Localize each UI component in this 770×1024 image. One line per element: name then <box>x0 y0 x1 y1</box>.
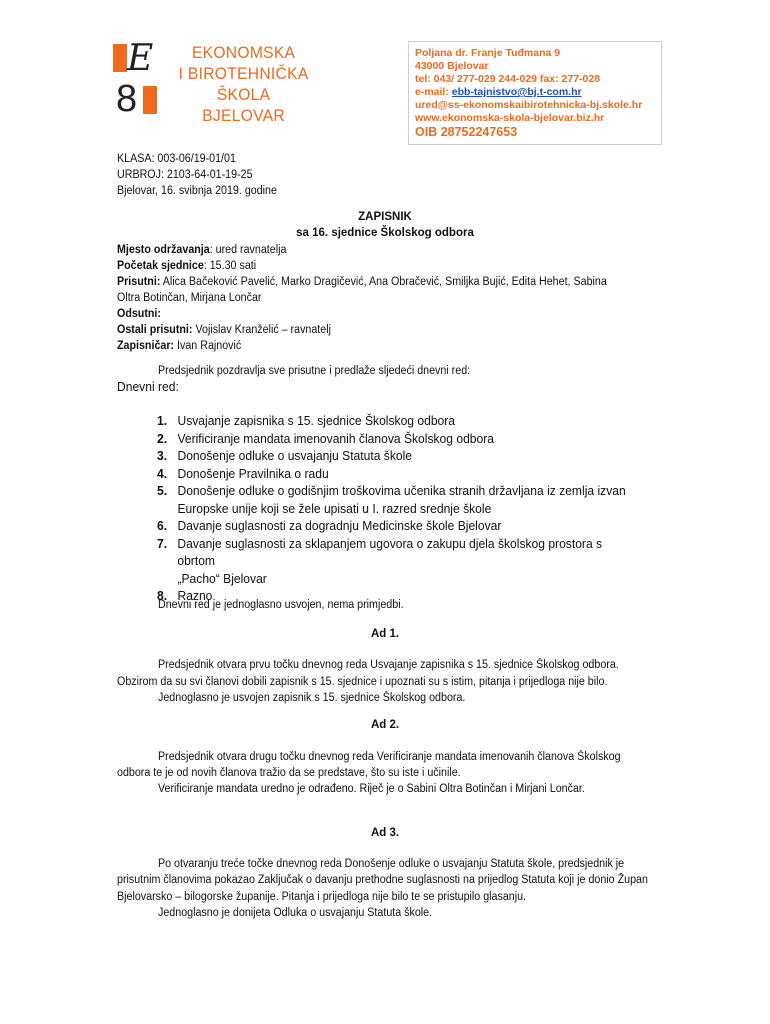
ad3-line: Bjelovarsko – bilogorske županije. Pitanja i prijedloga nije bilo te se pristupilo glasanju. <box>117 891 527 903</box>
logo-line: I BIROTEHNIČKA ŠKOLA <box>178 64 309 104</box>
document-title: ZAPISNIK <box>358 211 412 223</box>
list-item: 2. Verificiranje mandata imenovanih članova Školskog odbora <box>157 430 495 446</box>
contact-address: Poljana dr. Franje Tuđmana 9 <box>415 47 561 59</box>
list-item: 8. Razno <box>157 588 213 603</box>
info-absent: Odsutni: <box>117 308 161 320</box>
ad3-line: prisutnim članovima pokazao Zaključak o davanju prethodne suglasnosti na prijedlog Statuta koji je donio Župan <box>117 874 648 886</box>
list-item: 3. Donošenje odluke o usvajanju Statuta škole <box>157 448 413 463</box>
agenda-label: Dnevni red: <box>117 379 179 394</box>
contact-web: www.ekonomska-skola-bjelovar.biz.hr <box>415 112 605 124</box>
list-item: 7. Davanje suglasnosti za sklapanjem ugovora o zakupu djela školskog prostora s obrtom <box>157 535 603 568</box>
logo-square <box>113 44 127 72</box>
school-name-logo <box>170 42 317 126</box>
ad2-line: odbora te je od novih članova tražio da se predstave, što su iste i učinile. <box>117 767 461 779</box>
document-subtitle: sa 16. sjednice Školskog odbora <box>296 227 474 239</box>
list-item-continuation: Europske unije koji se žele upisati u I. razred srednje škole <box>177 500 492 516</box>
ad1-line: Predsjednik otvara prvu točku dnevnog reda Usvajanje zapisnika s 15. sjednice Školskog odbora. <box>158 659 619 671</box>
contact-email-row <box>415 86 655 99</box>
list-item: 6. Davanje suglasnosti za dogradnju Medicinske škole Bjelovar <box>157 518 502 533</box>
logo-line: BJELOVAR <box>202 106 285 125</box>
contact-email-secondary: ured@ss-ekonomskaibirotehnicka-bj.skole.hr <box>415 99 643 111</box>
list-item-continuation: „Pacho“ Bjelovar <box>177 570 267 586</box>
ad1-line: Obzirom da su svi članovi dobili zapisnik s 15. sjednice i upoznati su s istim, pitanja i prijedloga nije bilo. <box>117 676 608 688</box>
info-location: Mjesto održavanja: ured ravnatelja <box>117 244 287 256</box>
info-recorder: Zapisničar: Ivan Rajnović <box>117 340 242 352</box>
info-start: Početak sjednice: 15.30 sati <box>117 260 257 272</box>
contact-phones: tel: 043/ 277-029 244-029 fax: 277-028 <box>415 73 601 85</box>
contact-email-label: e-mail: <box>415 86 452 98</box>
school-logo-mark <box>113 38 161 120</box>
list-item: 4. Donošenje Pravilnika o radu <box>157 465 329 481</box>
ad3-heading: Ad 3. <box>370 827 400 839</box>
agenda-list <box>157 412 641 605</box>
ad2-line: Verificiranje mandata uredno je odrađeno. Riječ je o Sabini Oltra Botinčan i Mirjani Lončar. <box>158 783 585 795</box>
intro-text: Predsjednik pozdravlja sve prisutne i predlaže sljedeći dnevni red: <box>158 365 471 377</box>
logo-letter-e: E <box>127 38 154 79</box>
contact-oib: OIB 28752247653 <box>415 125 518 139</box>
logo-line: EKONOMSKA <box>191 43 296 62</box>
urbroj: URBROJ: 2103-64-01-19-25 <box>117 169 253 181</box>
klasa: KLASA: 003-06/19-01/01 <box>117 153 236 165</box>
ad2-heading: Ad 2. <box>370 719 400 731</box>
info-others: Ostali prisutni: Vojislav Kranželić – ravnatelj <box>117 324 331 336</box>
document-meta <box>117 151 277 199</box>
contact-city: 43000 Bjelovar <box>415 60 489 72</box>
ad3-line: Po otvaranju treće točke dnevnog reda Donošenje odluke o usvajanju Statuta škole, predsjednik je <box>158 858 625 870</box>
list-item: 1. Usvajanje zapisnika s 15. sjednice Školskog odbora <box>157 413 456 428</box>
ad2-line: Predsjednik otvara drugu točku dnevnog reda Verificiranje mandata imenovanih članova Školskog <box>158 751 621 763</box>
ad1-line: Jednoglasno je usvojen zapisnik s 15. sjednice Školskog odbora. <box>158 692 466 704</box>
contact-box <box>408 41 662 145</box>
list-item: 5. Donošenje odluke o godišnjim troškovima učenika stranih državljana iz zemlja izvan <box>157 483 626 498</box>
logo-digit: 8 <box>116 78 138 120</box>
meeting-info <box>117 242 619 354</box>
info-present: Prisutni: Alica Bačeković Pavelić, Marko Dragičević, Ana Obračević, Smiljka Bujić, Edita Hehet, Sabina Oltra Botinčan, Mirjana Lončar <box>117 276 607 304</box>
ad1-heading: Ad 1. <box>370 628 400 640</box>
ad3-line: Jednoglasno je donijeta Odluka o usvajanju Statuta škole. <box>158 907 433 919</box>
logo-square <box>143 86 157 114</box>
email-link[interactable]: ebb-tajnistvo@bj.t-com.hr <box>451 86 582 98</box>
agenda-accepted: Dnevni red je jednoglasno usvojen, nema primjedbi. <box>158 599 404 611</box>
place-date: Bjelovar, 16. svibnja 2019. godine <box>117 185 277 197</box>
